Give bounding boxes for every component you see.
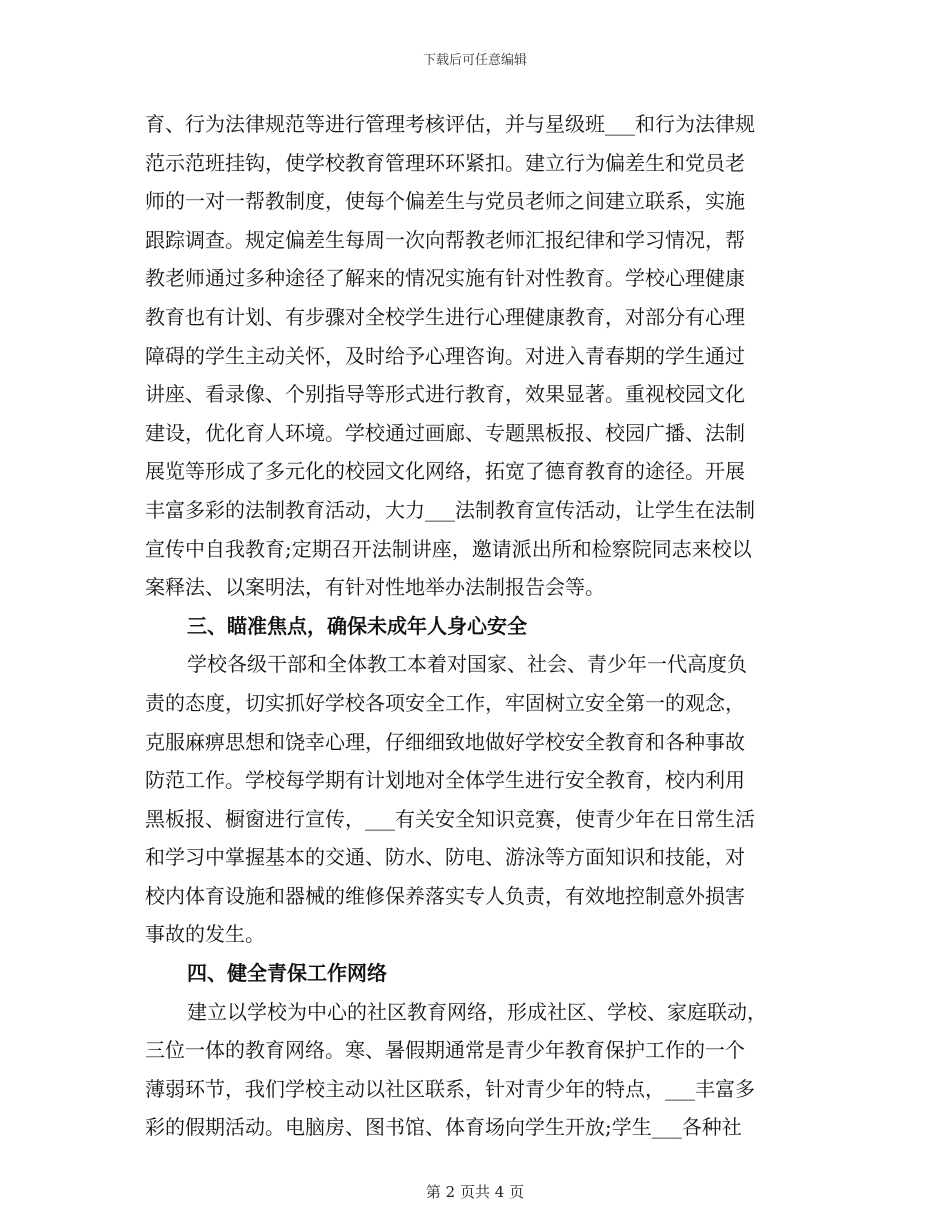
body-line: 范示范班挂钩，使学校教育管理环环紧扣。建立行为偏差生和党员老 <box>145 150 745 175</box>
body-line: 宣传中自我教育;定期召开法制讲座，邀请派出所和检察院同志来校以 <box>145 536 752 561</box>
body-line: 薄弱环节，我们学校主动以社区联系，针对青少年的特点，___丰富多 <box>145 1076 755 1101</box>
body-line: 彩的假期活动。电脑房、图书馆、体育场向学生开放;学生___各种社 <box>145 1115 742 1140</box>
body-line: 防范工作。学校每学期有计划地对全体学生进行安全教育，校内利用 <box>145 768 745 793</box>
page-footer: 第 2 页共 4 页 <box>425 1183 525 1201</box>
body-line: 建立以学校为中心的社区教育网络，形成社区、学校、家庭联动， <box>187 999 767 1024</box>
body-line: 三位一体的教育网络。寒、暑假期通常是青少年教育保护工作的一个 <box>145 1038 745 1063</box>
body-line: 校内体育设施和器械的维修保养落实专人负责，有效地控制意外损害 <box>145 883 745 908</box>
body-line: 克服麻痹思想和饶幸心理，仔细细致地做好学校安全教育和各种事故 <box>145 729 745 754</box>
body-line: 丰富多彩的法制教育活动，大力___法制教育宣传活动，让学生在法制 <box>145 497 755 522</box>
body-line: 建设，优化育人环境。学校通过画廊、专题黑板报、校园广播、法制 <box>145 420 745 445</box>
body-line: 和学习中掌握基本的交通、防水、防电、游泳等方面知识和技能，对 <box>145 845 745 870</box>
section-heading-4: 四、健全青保工作网络 <box>187 961 387 986</box>
body-line: 教老师通过多种途径了解来的情况实施有针对性教育。学校心理健康 <box>145 266 745 291</box>
body-line: 教育也有计划、有步骤对全校学生进行心理健康教育，对部分有心理 <box>145 304 745 329</box>
body-line: 跟踪调查。规定偏差生每周一次向帮教老师汇报纪律和学习情况，帮 <box>145 227 745 252</box>
body-line: 学校各级干部和全体教工本着对国家、社会、青少年一代高度负 <box>187 652 747 677</box>
body-line: 黑板报、橱窗进行宣传，___有关安全知识竞赛，使青少年在日常生活 <box>145 806 755 831</box>
body-line: 责的态度，切实抓好学校各项安全工作，牢固树立安全第一的观念， <box>145 690 745 715</box>
body-line: 事故的发生。 <box>145 922 265 947</box>
body-line: 展览等形成了多元化的校园文化网络，拓宽了德育教育的途径。开展 <box>145 459 745 484</box>
body-line: 师的一对一帮教制度，使每个偏差生与党员老师之间建立联系，实施 <box>145 189 745 214</box>
section-heading-3: 三、瞄准焦点，确保未成年人身心安全 <box>187 613 527 638</box>
page-header: 下载后可任意编辑 <box>422 53 527 68</box>
body-line: 讲座、看录像、个别指导等形式进行教育，效果显著。重视校园文化 <box>145 382 745 407</box>
body-line: 障碍的学生主动关怀，及时给予心理咨询。对进入青春期的学生通过 <box>145 343 745 368</box>
document-body <box>145 105 805 1147</box>
body-line: 育、行为法律规范等进行管理考核评估，并与星级班___和行为法律规 <box>145 112 755 136</box>
body-line: 案释法、以案明法，有针对性地举办法制报告会等。 <box>145 575 605 600</box>
